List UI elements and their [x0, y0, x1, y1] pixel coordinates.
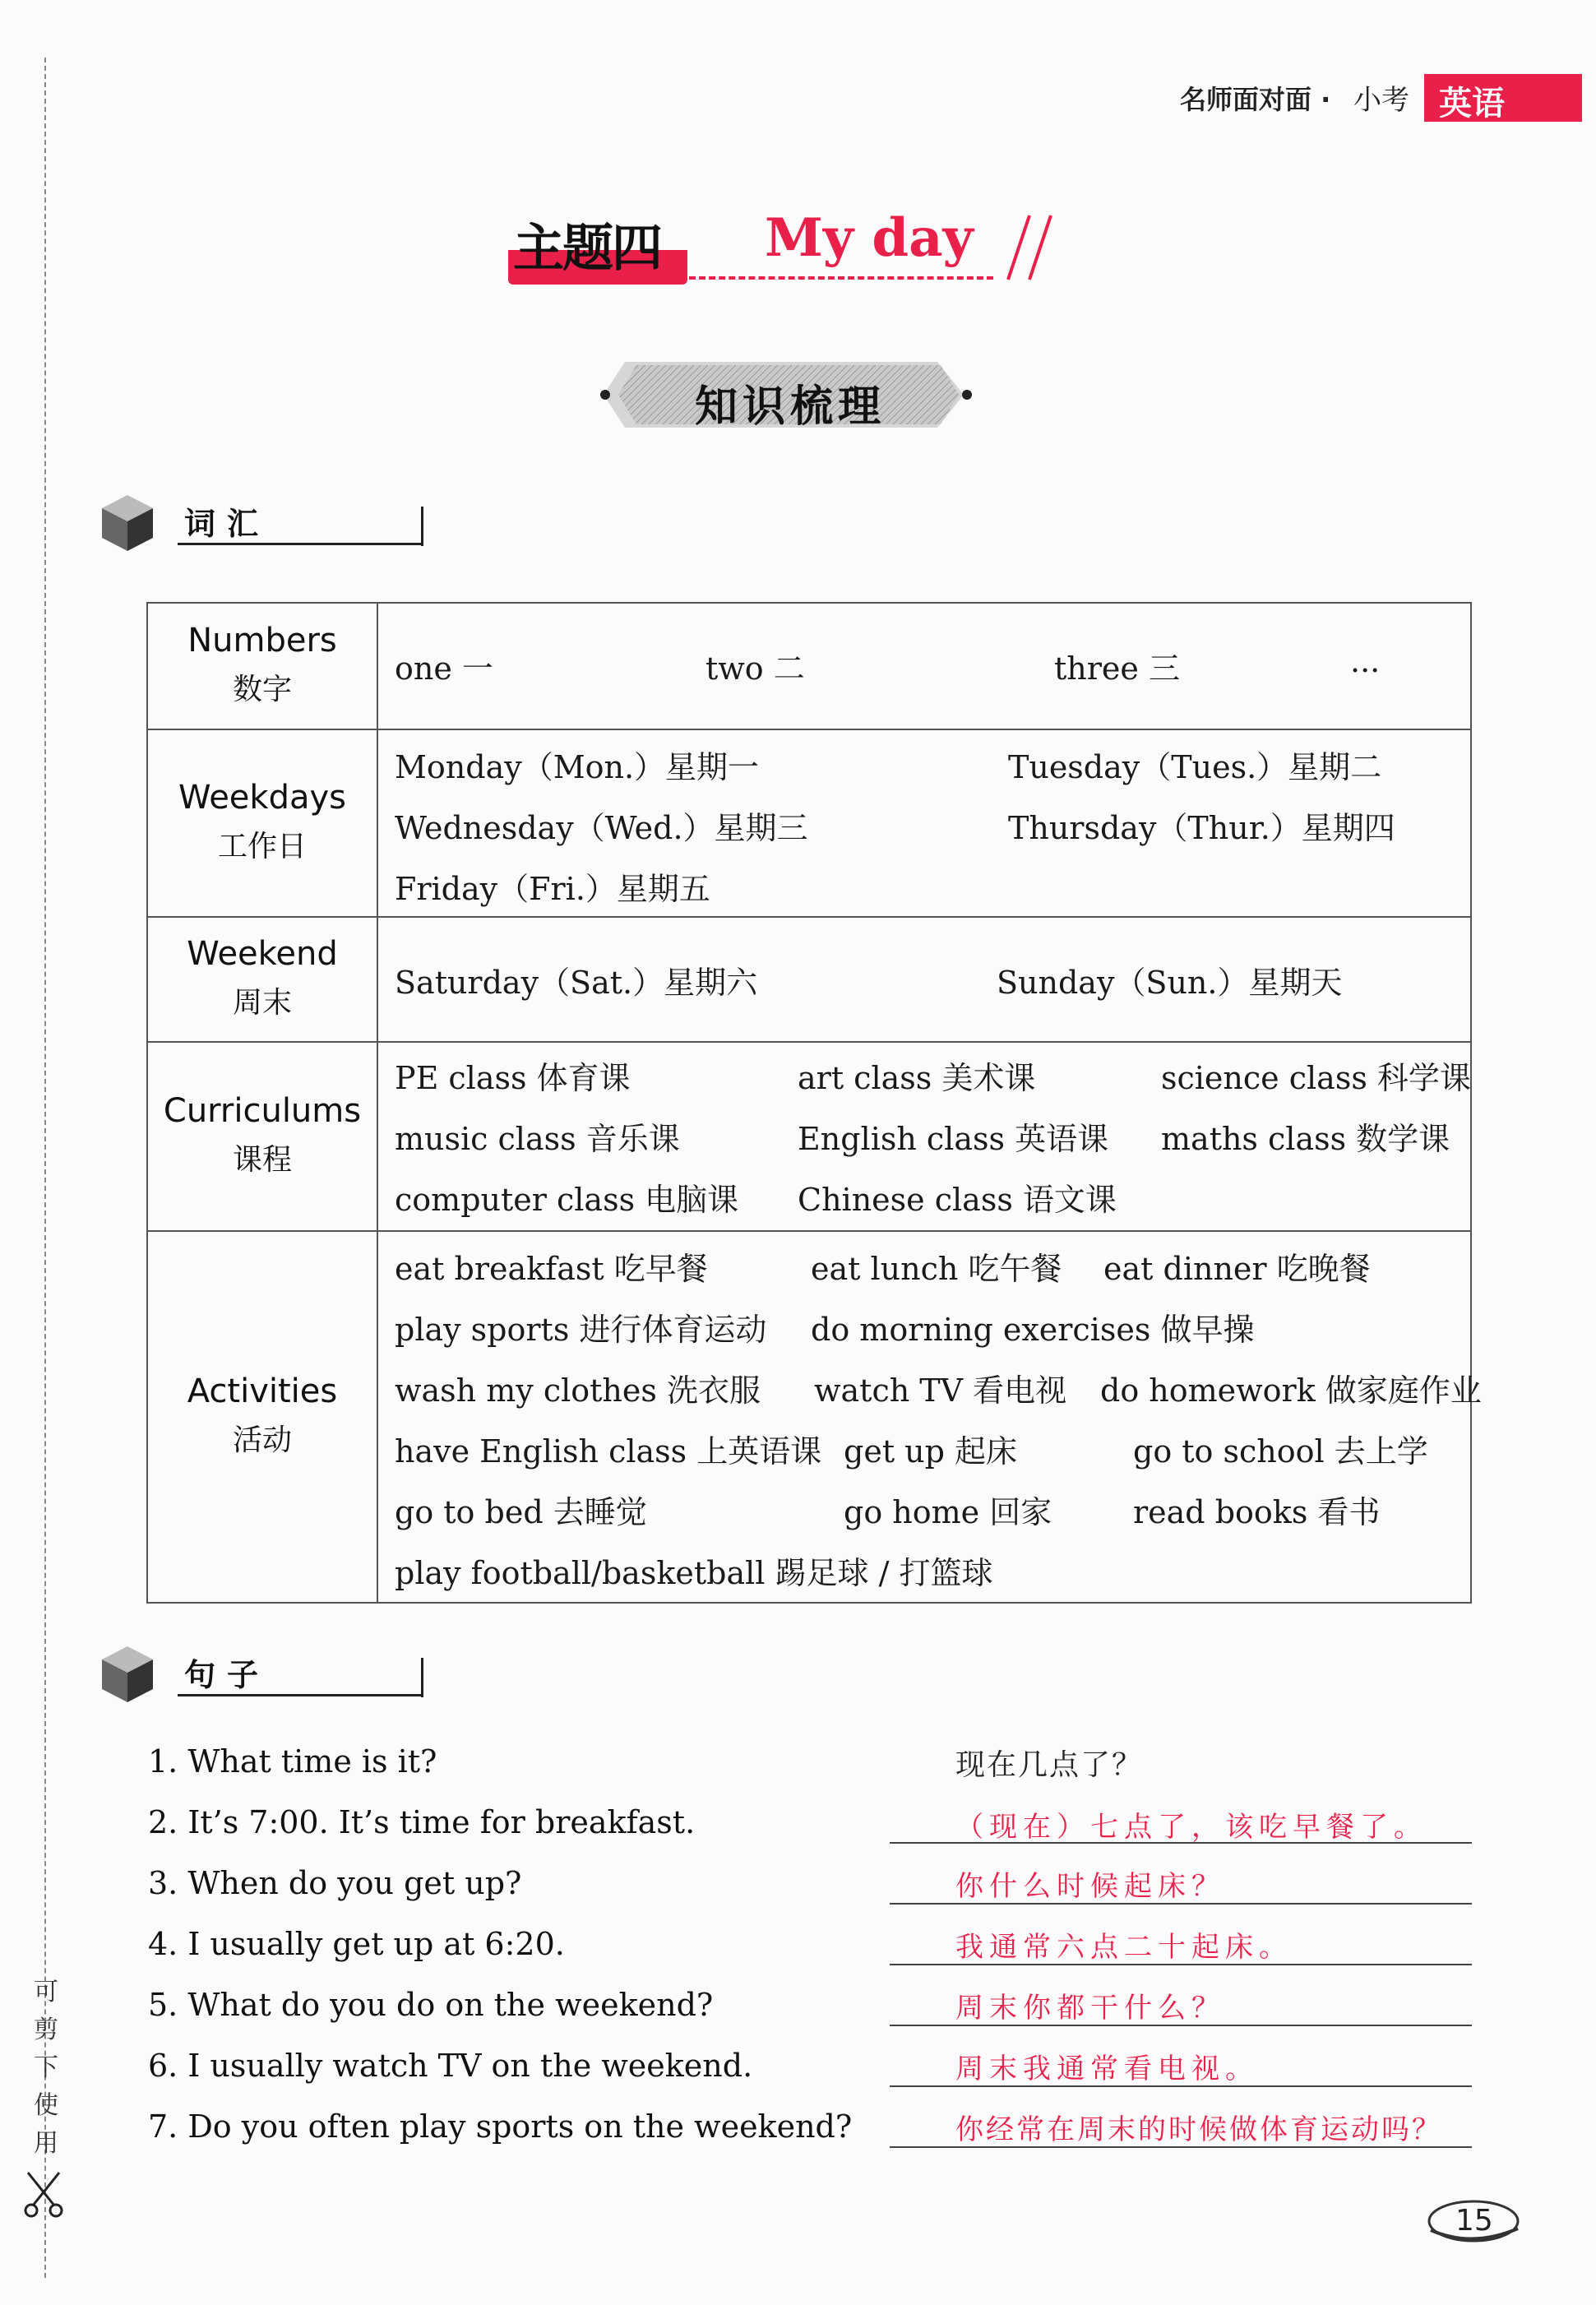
sentence-answer: （现在）七点了，该吃早餐了。 — [955, 1811, 1427, 1844]
answer-line — [890, 1903, 1472, 1905]
vocab-item: art class 美术课 — [798, 1060, 1036, 1096]
topic-title: My day — [765, 207, 974, 269]
header-book-name: 名师面对面 · — [1180, 84, 1331, 115]
cut-note: 可 剪 下 使 用 — [34, 1978, 58, 2158]
section-title: 知识梳理 — [695, 382, 886, 432]
vocab-item: have English class 上英语课 — [395, 1433, 822, 1470]
answer-line — [890, 1964, 1472, 1965]
vocab-item: science class 科学课 — [1161, 1060, 1471, 1096]
topic-number: 主题四 — [513, 218, 662, 278]
sentence-en: 3. When do you get up? — [148, 1865, 522, 1901]
page-number: 15 — [1455, 2204, 1493, 2238]
sentence-answer: 周末我通常看电视。 — [955, 2053, 1259, 2085]
items-cell — [377, 917, 1471, 1042]
subject-badge — [1424, 74, 1582, 122]
category-cell: Weekend 周末 — [147, 917, 377, 1042]
vocab-item: do homework 做家庭作业 — [1100, 1372, 1482, 1409]
vocab-item: Friday（Fri.）星期五 — [395, 871, 710, 907]
table-row — [147, 1042, 1471, 1231]
vocab-item: read books 看书 — [1133, 1494, 1381, 1530]
vocab-item: three 三 — [1054, 650, 1180, 687]
vocab-table — [146, 602, 1482, 1604]
answer-line — [890, 1842, 1472, 1844]
subject-label: 英语 — [1439, 85, 1505, 123]
items-cell — [377, 603, 1471, 729]
vocab-item: eat breakfast 吃早餐 — [395, 1251, 708, 1287]
vocab-item: Chinese class 语文课 — [798, 1182, 1117, 1218]
vocab-item: Saturday（Sat.）星期六 — [395, 965, 758, 1001]
table-row — [147, 729, 1471, 917]
vocab-item: play sports 进行体育运动 — [395, 1312, 767, 1348]
vocab-item: Sunday（Sun.）星期天 — [997, 965, 1343, 1001]
sentence-answer: 你什么时候起床？ — [955, 1870, 1225, 1903]
sentence-answer: 周末你都干什么？ — [955, 1992, 1225, 2025]
category-cell: Weekdays 工作日 — [147, 729, 377, 917]
table-row — [147, 603, 1471, 729]
cube-icon — [99, 1643, 156, 1706]
table-row — [147, 1231, 1471, 1603]
sentence-en: 2. It’s 7:00. It’s time for breakfast. — [148, 1804, 696, 1840]
sentence-en: 6. I usually watch TV on the weekend. — [148, 2048, 753, 2084]
category-cell: Numbers 数字 — [147, 603, 377, 729]
vocab-item: Tuesday（Tues.）星期二 — [1008, 749, 1382, 785]
table-row — [147, 917, 1471, 1042]
vocab-heading: 词汇 — [99, 492, 345, 558]
vocab-item: English class 英语课 — [798, 1121, 1109, 1157]
vocab-item: wash my clothes 洗衣服 — [395, 1372, 761, 1409]
vocab-item: eat lunch 吃午餐 — [811, 1251, 1062, 1287]
sentence-answer: 我通常六点二十起床。 — [955, 1931, 1293, 1964]
sentences-heading: 句子 — [99, 1643, 345, 1709]
vocab-item: do morning exercises 做早操 — [811, 1312, 1255, 1348]
vocab-item: music class 音乐课 — [395, 1121, 680, 1157]
category-cell: Curriculums 课程 — [147, 1042, 377, 1231]
items-cell — [377, 729, 1471, 917]
vocab-item: maths class 数学课 — [1161, 1121, 1450, 1157]
sentence-en: 5. What do you do on the weekend? — [148, 1987, 714, 2023]
vocab-item: two 二 — [705, 650, 805, 687]
answer-line — [890, 2085, 1472, 2087]
sentence-answer: 你经常在周末的时候做体育运动吗？ — [955, 2113, 1442, 2146]
title-slash-decoration — [1002, 212, 1059, 283]
items-cell — [377, 1231, 1482, 1603]
sentence-en: 7. Do you often play sports on the weekend? — [148, 2108, 853, 2145]
answer-line — [890, 2025, 1472, 2026]
vocab-item: Monday（Mon.）星期一 — [395, 749, 760, 785]
vocab-item: go to school 去上学 — [1133, 1433, 1428, 1470]
vocab-item: play football/basketball 踢足球 / 打篮球 — [395, 1555, 993, 1591]
vocab-item: one 一 — [395, 650, 493, 687]
cut-line — [44, 58, 46, 2278]
vocab-item: eat dinner 吃晚餐 — [1103, 1251, 1371, 1287]
sentence-en: 4. I usually get up at 6:20. — [148, 1926, 565, 1962]
vocab-item: go to bed 去睡觉 — [395, 1494, 647, 1530]
header-level: 小考 — [1353, 84, 1409, 117]
vocab-item: Wednesday（Wed.）星期三 — [395, 810, 808, 846]
vocab-item: PE class 体育课 — [395, 1060, 631, 1096]
vocab-item: get up 起床 — [844, 1433, 1018, 1470]
vocab-item: ... — [1350, 643, 1381, 679]
answer-line — [890, 2146, 1472, 2148]
category-cell: Activities 活动 — [147, 1231, 377, 1603]
cube-icon — [99, 492, 156, 554]
title-dashed-line — [689, 276, 993, 280]
sentence-cn: 现在几点了？ — [955, 1748, 1144, 1782]
vocab-item: computer class 电脑课 — [395, 1182, 739, 1218]
scissors-icon — [21, 2169, 66, 2219]
vocab-item: Thursday（Thur.）星期四 — [1008, 810, 1395, 846]
sentence-en: 1. What time is it? — [148, 1743, 437, 1780]
items-cell — [377, 1042, 1471, 1231]
vocab-item: watch TV 看电视 — [814, 1372, 1067, 1409]
vocab-item: go home 回家 — [844, 1494, 1052, 1530]
